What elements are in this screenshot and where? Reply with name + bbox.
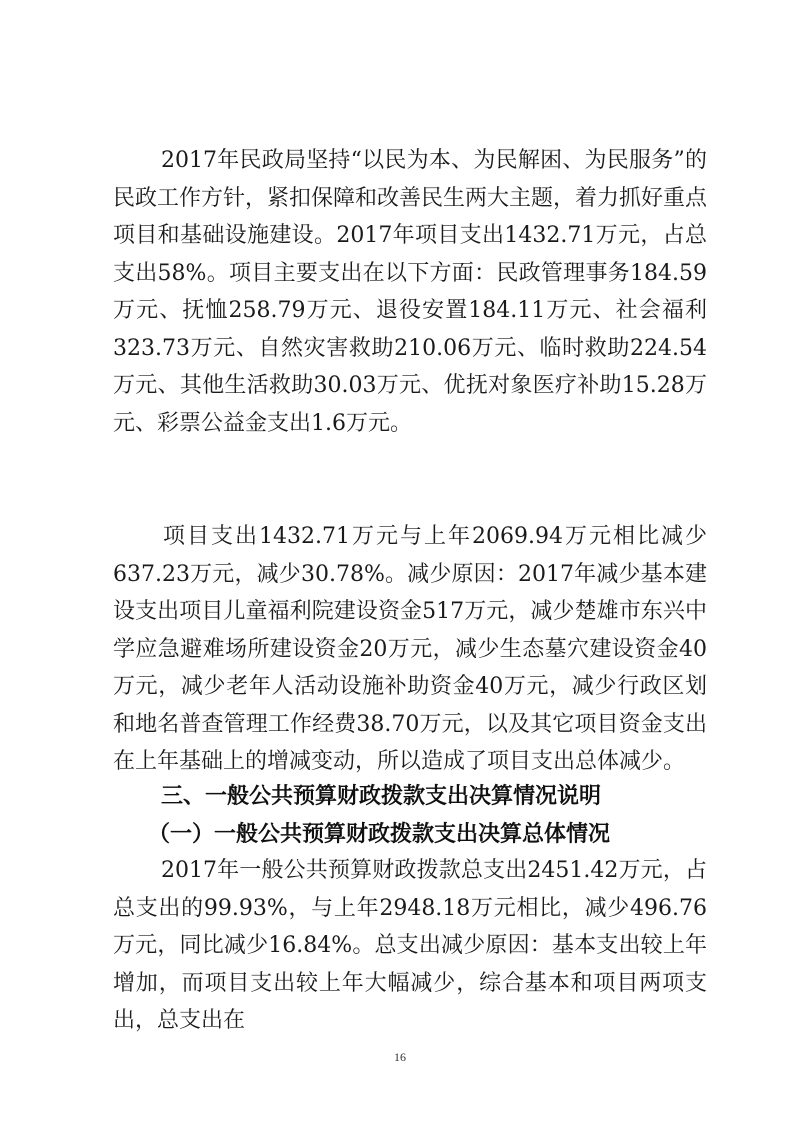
paragraph-text: 2017年民政局坚持“以民为本、为民解困、为民服务”的民政工作方针，紧扣保障和改善民生两大主题，着力抓好重点项目和基础设施建设。2017年项目支出1432.71万元，占总支出58%。项目主要支出在以下方面：民政管理事务184.59万元、抚恤258.79万元、退役安置184.11万元、社会福利323.73万元、自然灾害救助210.06万元、临时救助224.54万元、其他生活救助30.03万元、优抚对象医疗补助15.28万元、彩票公益金支出1.6万元。 [113,148,708,436]
paragraph-text: 2017年一般公共预算财政拨款总支出2451.42万元，占总支出的99.93%，与上年2948.18万元相比，减少496.76万元，同比减少16.84%。总支出减少原因：基本支出较上年增加，而项目支出较上年大幅减少，综合基本和项目两项支出，总支出在 [113,858,707,1033]
page-number: 16 [394,1050,406,1064]
subsection-heading: （一）一般公共预算财政拨款支出决算总体情况 [148,822,611,847]
paragraph-project-expenditure [113,142,707,442]
paragraph-general-budget [113,852,707,1040]
paragraph-expenditure-decrease [113,518,707,781]
section-heading: 三、一般公共预算财政拨款支出决算情况说明 [161,784,602,809]
paragraph-text: 项目支出1432.71万元与上年2069.94万元相比减少637.23万元，减少30.78%。减少原因：2017年减少基本建设支出项目儿童福利院建设资金517万元，减少楚雄市东兴中学应急避难场所建设资金20万元，减少生态墓穴建设资金40万元，减少老年人活动设施补助资金40万元，减少行政区划和地名普查管理工作经费38.70万元，以及其它项目资金支出在上年基础上的增减变动，所以造成了项目支出总体减少。 [113,524,707,774]
